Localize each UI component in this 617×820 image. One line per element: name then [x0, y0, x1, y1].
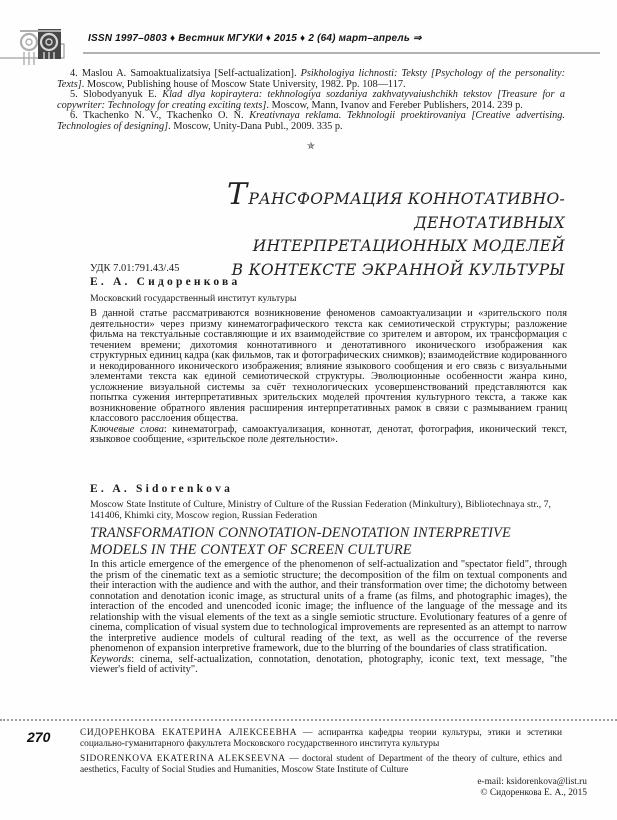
affiliation-en: Moscow State Institute of Culture, Ministry of Culture of the Russian Federation (Minkultury), Bibliotechnaya str., 7, 141406, Khimki city, Moscow region, Russian Federation: [90, 499, 551, 521]
abstract-ru-text: В данной статье рассматриваются возникновение феноменов самоактуализации и «зрительского поля деятельности» через призму кинематографического текста как семиотической структуры; разложение фильма на текстуальные составляющие и их взаимодействие со зрителем и автором, их трансформация с течением времени; дихотомия коннотативного и денотативного иконического изображения как структурных единиц кадра (как фильмов, так и фотографических снимков); взаимодействие кодированного и некодированного иконического изображения; влияние языкового сообщения и его связь с визуальными элементами текста как единой семиотической структуры. Эволюционные особенности жанра кино, усложнение визуальной системы за счёт технологических усовершенствований представляются как попытка сужения интерпретативных зрительских моделей прочтения культурного текста, а также как возникновение обратного явления расширения интерпретативных рамок в связи с размыванием границ классового расслоения общества.: [90, 308, 567, 424]
title-ru-line-1-text: РАНСФОРМАЦИЯ КОННОТАТИВНО-ДЕНОТАТИВНЫХ: [248, 190, 565, 232]
affiliation-ru: Московский государственный институт культуры: [90, 293, 297, 304]
title-en-line-2: MODELS IN THE CONTEXT OF SCREEN CULTURE: [90, 541, 412, 558]
abstract-en: [90, 560, 567, 676]
keywords-en: Keywords: cinema, self-actualization, connotation, denotation, photography, iconic text, text message, "the viewer's field of activity".: [90, 653, 567, 675]
copyright-line: © Сидоренкова Е. А., 2015: [480, 787, 587, 798]
reference-item: 4. Maslou A. Samoaktualizatsiya [Self-actualization]. Psikhologiya lichnosti: Teksty [Psychology of the personality: Texts]. Moscow, Publishing house of Moscow State University, 1982. Pp. 108—117.: [57, 68, 565, 90]
author-bio-en: SIDORENKOVA EKATERINA ALEKSEEVNA — doctoral student of Department of the theory of culture, ethics and aesthetics, Faculty of Social Studies and Humanities, Moscow State Institute of Culture: [80, 753, 562, 775]
title-ru-line-3: В КОНТЕКСТЕ ЭКРАННОЙ КУЛЬТУРЫ: [231, 260, 565, 279]
star-divider-icon: ✯: [306, 141, 316, 152]
title-ru-line-1: [85, 177, 565, 235]
reference-item: 6. Tkachenko N. V., Tkachenko O. N. Kreativnaya reklama. Tekhnologii proektirovaniya [Creative advertising. Technologies of designing]. Moscow, Unity-Dana Publ., 2009. 335 p.: [57, 110, 565, 132]
reference-item: 5. Slobodyanyuk E. Klad dlya kopiraytera: tekhnologiya sozdaniya zakhvatyvaiushchikh tekstov [Treasure for a copywriter: Technology for creating exciting texts]. Moscow, Mann, Ivanov and Fereber Publishers, 2014. 239 p.: [57, 89, 565, 111]
author-name-en: E. A. Sidorenkova: [90, 483, 234, 495]
title-ru-line-2: ИНТЕРПРЕТАЦИОННЫХ МОДЕЛЕЙ: [252, 237, 565, 255]
article-title-en: [90, 525, 575, 559]
title-drop-cap: Т: [227, 177, 248, 212]
issn-journal-line: ISSN 1997–0803 ♦ Вестник МГУКИ ♦ 2015 ♦ 2 (64) март–апрель ⇒: [88, 33, 422, 44]
keywords-ru: Ключевые слова: кинематограф, самоактуализация, коннотат, денотат, фотография, иконический текст, языковое сообщение, «зрительское поле деятельности».: [90, 423, 567, 445]
email-line: e-mail: ksidorenkova@list.ru: [477, 777, 587, 787]
title-en-line-1: TRANSFORMATION CONNOTATION-DENOTATION INTERPRETIVE: [90, 525, 511, 541]
credits-block: [287, 777, 587, 798]
references-list: [57, 69, 565, 133]
udc-code: УДК 7.01:791.43/.45: [90, 263, 180, 274]
author-bio-ru: СИДОРЕНКОВА ЕКАТЕРИНА АЛЕКСЕЕВНА — аспирантка кафедры теории культуры, этики и эстетики социально-гуманитарного факультета Московского государственного института культуры: [80, 728, 562, 749]
abstract-en-text: In this article emergence of the emergence of the phenomenon of self-actualization and "spectator field", through the prism of the cinematic text as a semiotic structure; the decomposition of the film on textual components and their interaction with the audience and with the author, and their transformation over time; the dichotomy between connotation and denotation iconic image, as structural units of a frame (as films, and photographic images), the interaction of the encoded and unencoded iconic image; the influence of the language of the message and its relationship with the visual elements of the text as a single semiotic structure. Evolutionary features of a genre of cinema, complication of visual system due to technological improvements are represented as an attempt to narrow the interpretive audience models of cultural reading of the text, as well as the occurrence of the reverse phenomenon of expansion interpretive framework, due to the blurring of the boundaries of class stratification.: [90, 559, 567, 654]
abstract-ru: [90, 309, 567, 446]
author-bios: [80, 728, 562, 776]
footer-dotted-separator: [0, 719, 617, 721]
author-name-ru: Е. А. Сидоренкова: [90, 276, 241, 288]
page-number: 270: [27, 729, 51, 745]
journal-logo-icon: [20, 29, 61, 65]
